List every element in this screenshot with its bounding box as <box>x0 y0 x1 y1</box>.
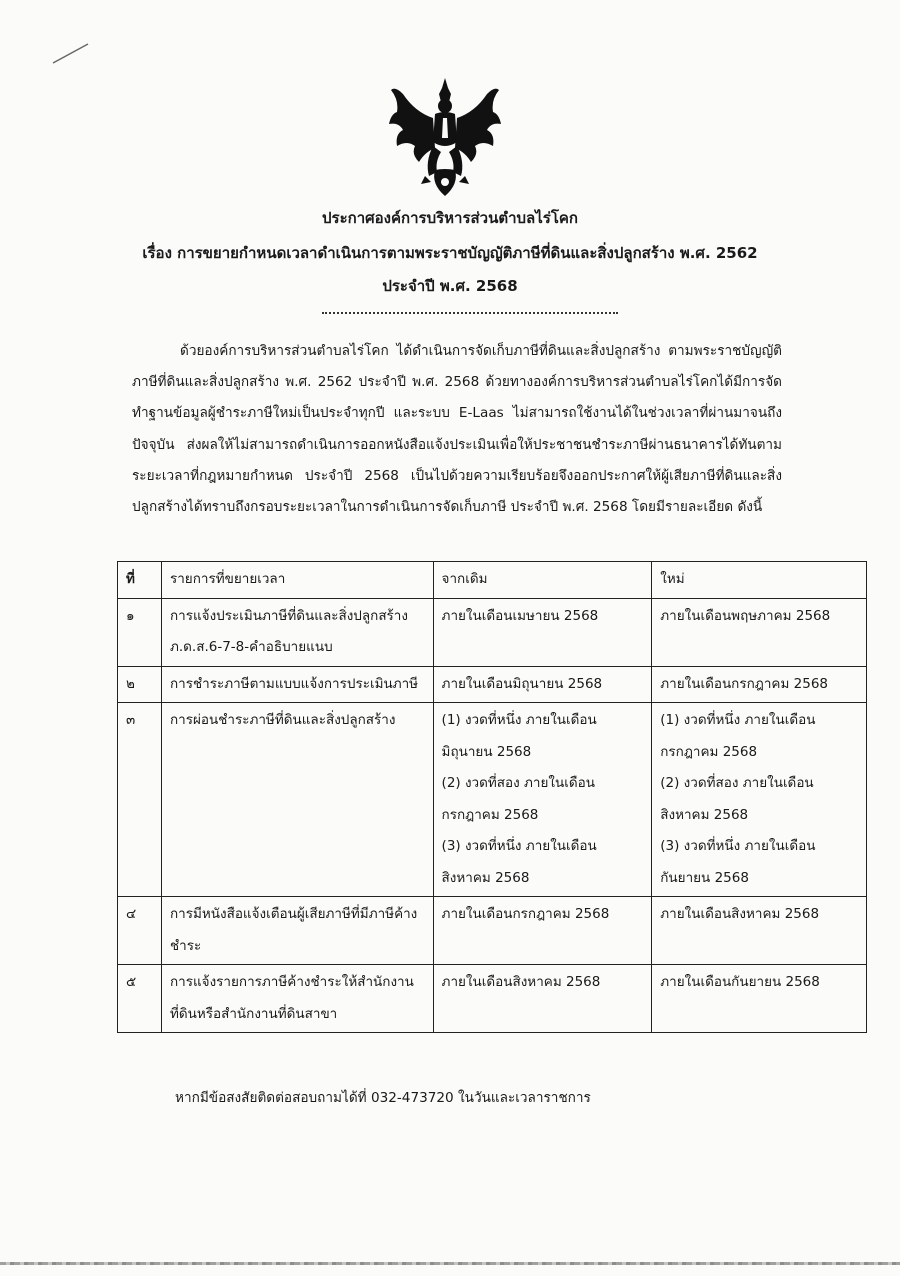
header-to: ใหม่ <box>652 562 867 599</box>
table-row <box>118 666 867 703</box>
header-item: รายการที่ขยายเวลา <box>161 562 433 599</box>
pen-stroke-mark <box>50 40 92 66</box>
extension-schedule-table <box>117 561 867 1033</box>
row-item: การแจ้งรายการภาษีค้างชำระให้สำนักงานที่ดินหรือสำนักงานที่ดินสาขา <box>161 965 433 1033</box>
row-to: ภายในเดือนกรกฎาคม 2568 <box>652 666 867 703</box>
dotted-separator <box>322 312 618 314</box>
table-row <box>118 598 867 666</box>
table-row <box>118 897 867 965</box>
row-from: (1) งวดที่หนึ่ง ภายในเดือน มิถุนายน 2568 (2) งวดที่สอง ภายในเดือน กรกฎาคม 2568 (3) งวดที่หนึ่ง ภายในเดือน สิงหาคม 2568 <box>433 703 652 897</box>
table-row <box>118 703 867 897</box>
row-item: การชำระภาษีตามแบบแจ้งการประเมินภาษี <box>161 666 433 703</box>
row-item: การผ่อนชำระภาษีที่ดินและสิ่งปลูกสร้าง <box>161 703 433 897</box>
header-no: ที่ <box>118 562 162 599</box>
row-to: ภายในเดือนสิงหาคม 2568 <box>652 897 867 965</box>
row-item: การแจ้งประเมินภาษีที่ดินและสิ่งปลูกสร้าง ภ.ด.ส.6-7-8-คำอธิบายแนบ <box>161 598 433 666</box>
table-header-row <box>118 562 867 599</box>
contact-note: หากมีข้อสงสัยติดต่อสอบถามได้ที่ 032-473720 ในวันและเวลาราชการ <box>175 1090 591 1106</box>
row-item: การมีหนังสือแจ้งเตือนผู้เสียภาษีที่มีภาษีค้างชำระ <box>161 897 433 965</box>
announcement-title: ประกาศองค์การบริหารส่วนตำบลไร่โคก <box>321 209 579 227</box>
announcement-subject: เรื่อง การขยายกำหนดเวลาดำเนินการตามพระราชบัญญัติภาษีที่ดินและสิ่งปลูกสร้าง พ.ศ. 2562 <box>142 244 758 262</box>
row-to: ภายในเดือนกันยายน 2568 <box>652 965 867 1033</box>
header-from: จากเดิม <box>433 562 652 599</box>
row-number: ๒ <box>118 666 162 703</box>
row-number: ๑ <box>118 598 162 666</box>
row-to: ภายในเดือนพฤษภาคม 2568 <box>652 598 867 666</box>
row-number: ๔ <box>118 897 162 965</box>
row-from: ภายในเดือนมิถุนายน 2568 <box>433 666 652 703</box>
announcement-year: ประจำปี พ.ศ. 2568 <box>382 277 518 295</box>
scan-edge-line <box>0 1262 900 1265</box>
table-row <box>118 965 867 1033</box>
row-number: ๓ <box>118 703 162 897</box>
row-from: ภายในเดือนกรกฎาคม 2568 <box>433 897 652 965</box>
row-from: ภายในเดือนสิงหาคม 2568 <box>433 965 652 1033</box>
row-from: ภายในเดือนเมษายน 2568 <box>433 598 652 666</box>
garuda-emblem-icon <box>385 72 505 202</box>
body-paragraph-block <box>132 336 782 523</box>
row-number: ๕ <box>118 965 162 1033</box>
body-paragraph: ด้วยองค์การบริหารส่วนตำบลไร่โคก ได้ดำเนินการจัดเก็บภาษีที่ดินและสิ่งปลูกสร้าง ตามพระราชบัญญัติภาษีที่ดินและสิ่งปลูกสร้าง พ.ศ. 2562 ประจำปี พ.ศ. 2568 ด้วยทางองค์การบริหารส่วนตำบลไร่โคกได้มีการจัดทำฐานข้อมูลผู้ชำระภาษีใหม่เป็นประจำทุกปี และระบบ E-Laas ไม่สามารถใช้งานได้ในช่วงเวลาที่ผ่านมาจนถึงปัจจุบัน ส่งผลให้ไม่สามารถดำเนินการออกหนังสือแจ้งประเมินเพื่อให้ประชาชนชำระภาษีผ่านธนาคารได้ทันตามระยะเวลาที่กฎหมายกำหนด ประจำปี 2568 เป็นไปด้วยความเรียบร้อยจึงออกประกาศให้ผู้เสียภาษีที่ดินและสิ่งปลูกสร้างได้ทราบถึงกรอบระยะเวลาในการดำเนินการจัดเก็บภาษี ประจำปี พ.ศ. 2568 โดยมีรายละเอียด ดังนี้ <box>132 343 782 516</box>
row-to: (1) งวดที่หนึ่ง ภายในเดือน กรกฎาคม 2568 (2) งวดที่สอง ภายในเดือน สิงหาคม 2568 (3) งวดที่หนึ่ง ภายในเดือน กันยายน 2568 <box>652 703 867 897</box>
